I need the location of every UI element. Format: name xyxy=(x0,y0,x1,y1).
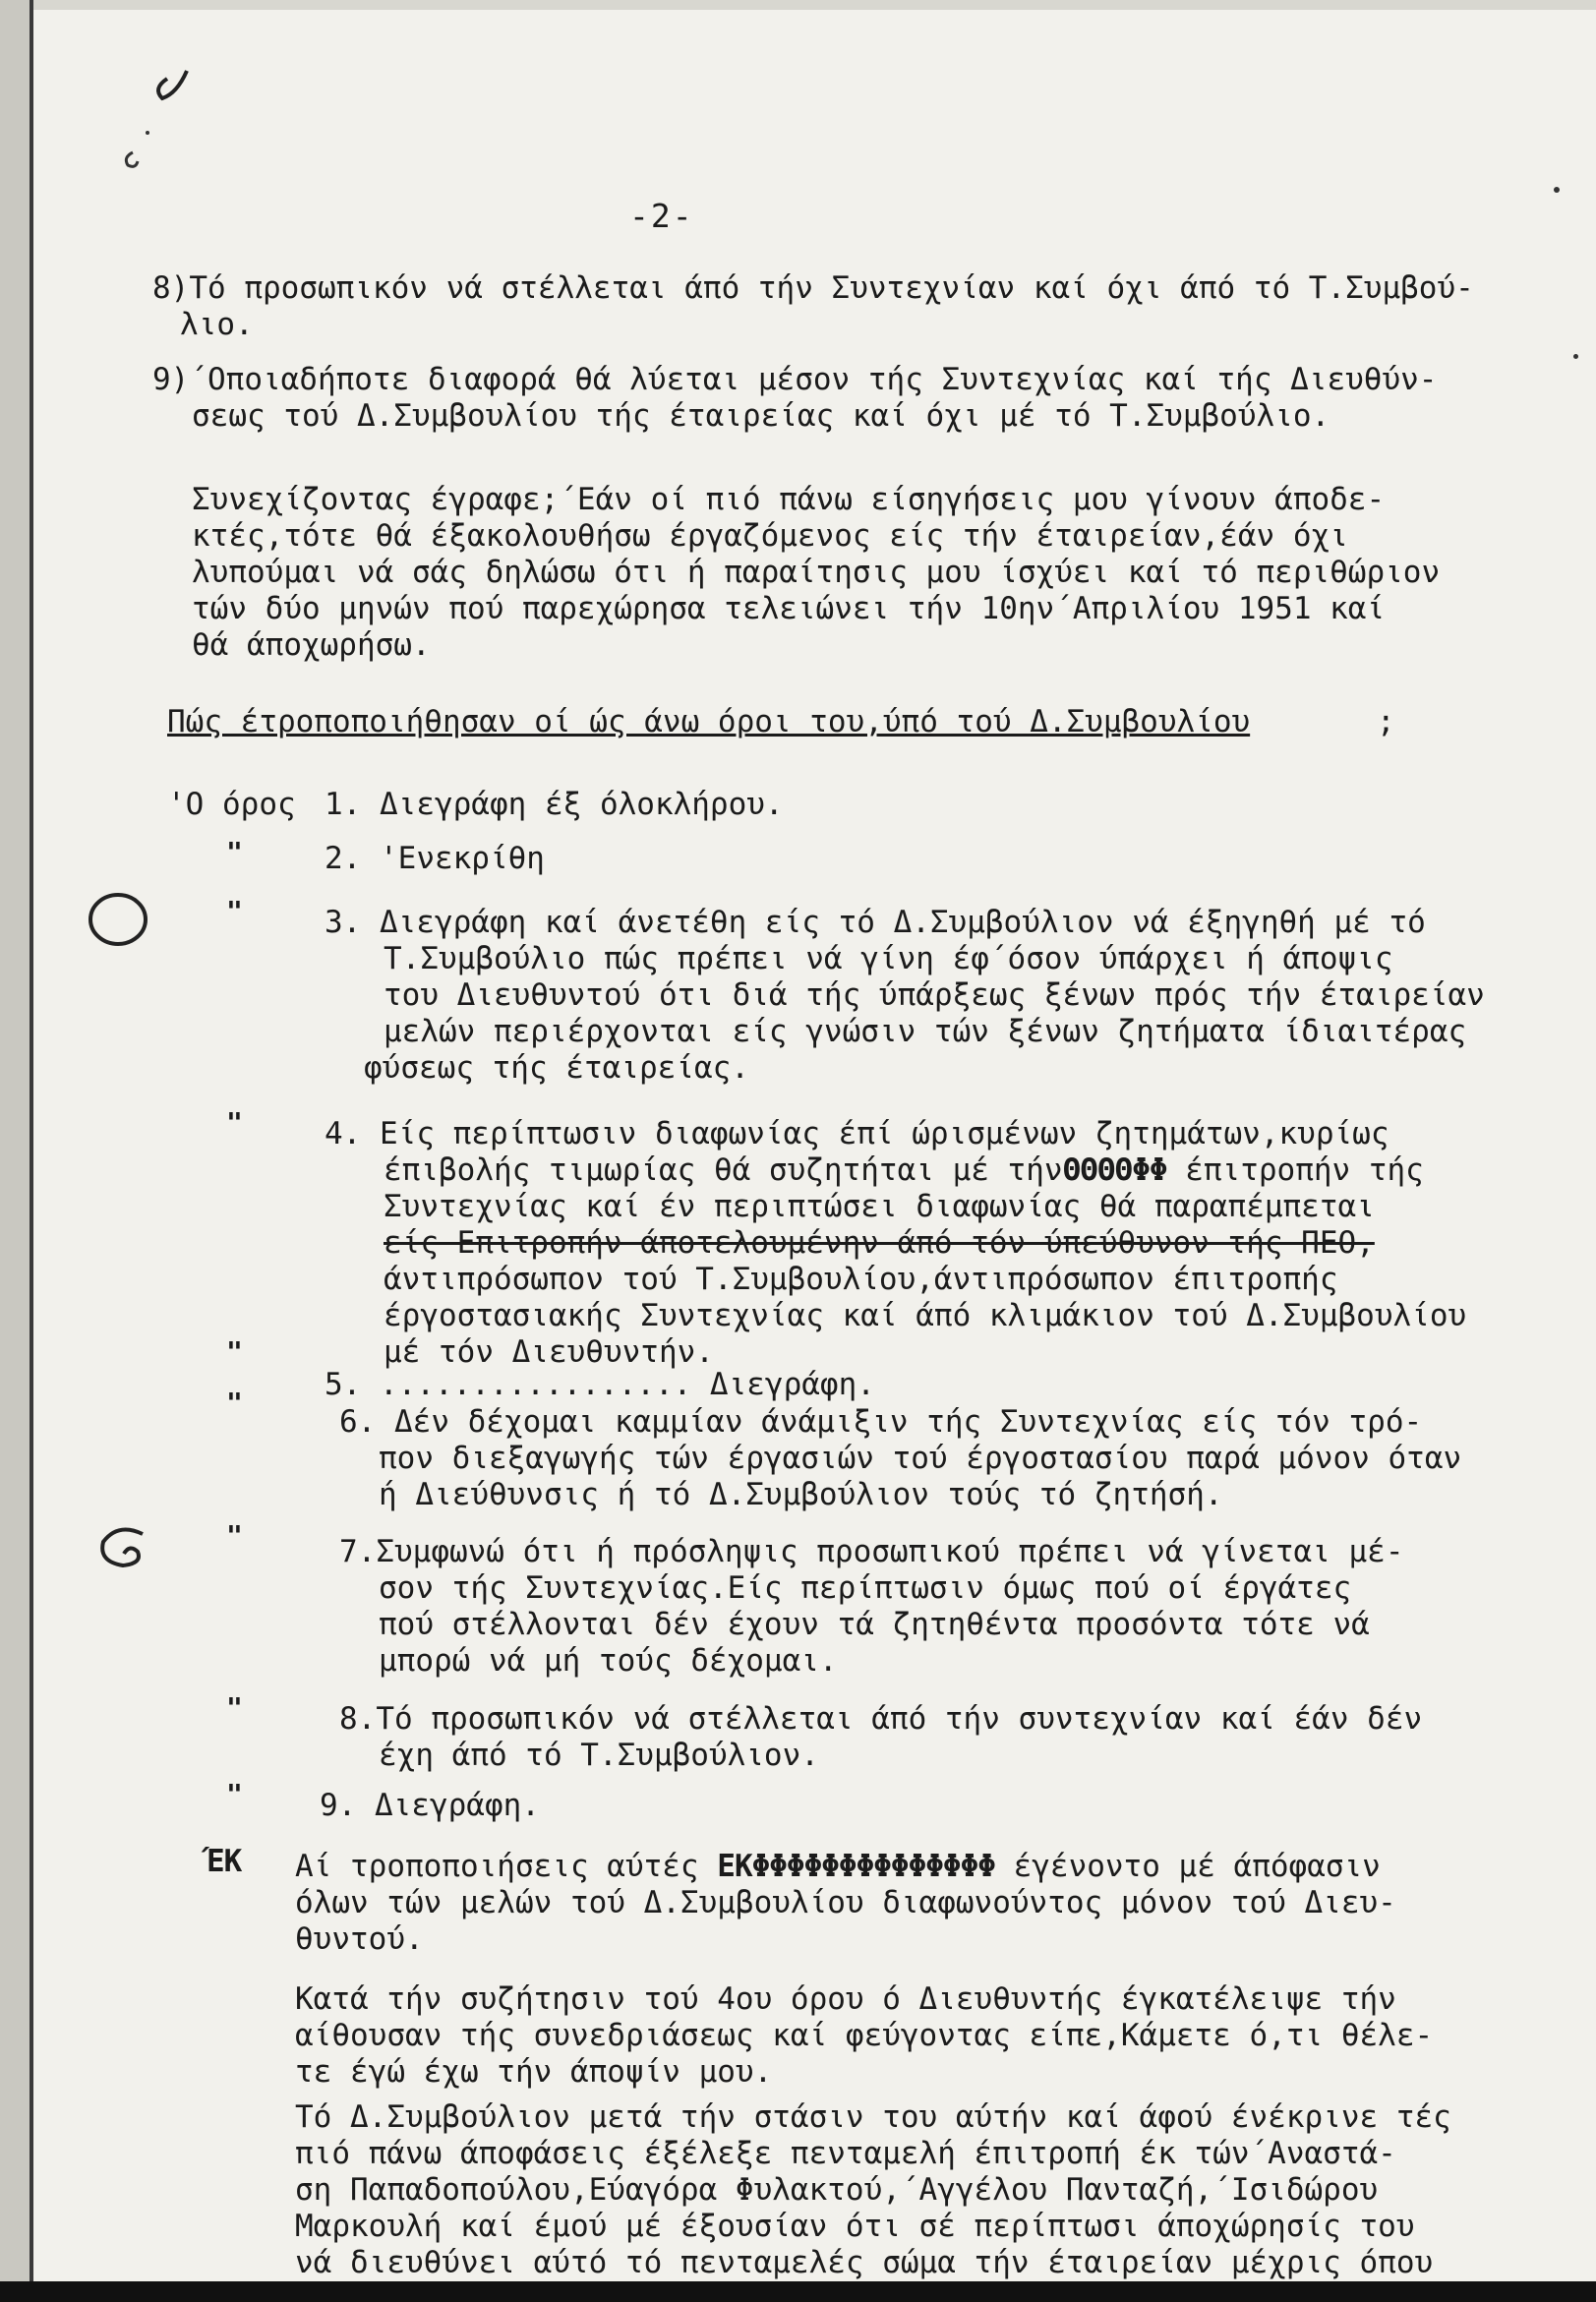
text-line: ση Παπαδοπούλου,Εύαγόρα Φυλακτού,΄Αγγέλου Πανταζή,΄Ισιδώρου xyxy=(295,2172,1379,2208)
scan-speck xyxy=(1554,187,1560,193)
terms-lead: 'Ο όρος xyxy=(167,787,296,822)
text-line: 7.Συμφωνώ ότι ή πρόσληψις προσωπικού πρέπει νά γίνεται μέ- xyxy=(339,1534,1404,1569)
overtyped-blot: ΘΘΘΘΦΦ xyxy=(1062,1152,1167,1188)
paragraph-continuing xyxy=(192,482,1440,664)
margin-blot: ΈΚ xyxy=(207,1844,242,1879)
text-line: λιο. xyxy=(180,307,254,342)
text-line: 9)΄Οποιαδήποτε διαφορά θά λύεται μέσον τής Συντεχνίας καί τής Διευθύν- xyxy=(152,362,1438,397)
paragraph-8 xyxy=(152,270,1474,343)
text-line: Μαρκουλή καί έμού μέ έξουσίαν ότι σέ περίπτωσι άποχώρησίς του xyxy=(295,2209,1415,2244)
text-line: αίθουσαν τής συνεδριάσεως καί φεύγοντας είπε,Κάμετε ό,τι θέλε- xyxy=(295,2018,1434,2053)
text-line: σον τής Συντεχνίας.Είς περίπτωσιν όμως πού οί έργάτες xyxy=(379,1570,1352,1606)
text-line: τών δύο μηνών πού παρεχώρησα τελειώνει τήν 10ην΄Απριλίου 1951 καί xyxy=(192,591,1386,626)
term-8 xyxy=(339,1701,1422,1774)
ditto-mark: " xyxy=(226,836,243,868)
text-line: Τό Δ.Συμβούλιον μετά τήν στάσιν του αύτήν καί άφού ένέκρινε τές xyxy=(295,2099,1451,2135)
paragraph-discussion xyxy=(295,1981,1433,2091)
text-line: κτές,τότε θά έξακολουθήσω έργαζόμενος είς τήν έταιρείαν,έάν όχι xyxy=(192,518,1348,554)
text-line: Τ.Συμβούλιο πώς πρέπει νά γίνη έφ΄όσον ύπάρχει ή άποψις xyxy=(384,941,1393,976)
ditto-mark: " xyxy=(226,1106,243,1139)
section-heading: Πώς έτροποποιήθησαν οί ώς άνω όροι του,ύπό τού Δ.Συμβουλίου xyxy=(167,704,1251,739)
page-number: -2- xyxy=(629,197,694,235)
term-6 xyxy=(339,1404,1461,1513)
term-7 xyxy=(339,1534,1404,1680)
term-5: 5. ................. Διεγράφη. xyxy=(325,1367,875,1402)
text-line: μέ τόν Διευθυντήν. xyxy=(384,1334,714,1370)
scan-top-edge xyxy=(0,0,1596,10)
scan-bottom-edge xyxy=(0,2281,1596,2302)
text-line: τε έγώ έχω τήν άποψίν μου. xyxy=(295,2054,773,2090)
text-line: 6. Δέν δέχομαι καμμίαν άνάμιξιν τής Συντεχνίας είς τόν τρό- xyxy=(339,1404,1423,1440)
ditto-mark: " xyxy=(226,895,243,927)
text-segment: έγένοντο μέ άπόφασιν xyxy=(1013,1849,1381,1884)
text-line: έργοστασιακής Συντεχνίας καί άπό κλιμάκιον τού Δ.Συμβουλίου xyxy=(384,1298,1467,1333)
term-4 xyxy=(325,1116,1466,1371)
ditto-mark: " xyxy=(226,1691,243,1724)
text-line: 4. Είς περίπτωσιν διαφωνίας έπί ώρισμένων ζητημάτων,κυρίως xyxy=(325,1116,1389,1151)
text-segment: έπιτροπήν τής xyxy=(1185,1152,1424,1188)
text-line: λυπούμαι νά σάς δηλώσω ότι ή παραίτησις μου ίσχύει καί τό περιθώριον xyxy=(192,555,1441,590)
handwritten-circle-icon xyxy=(84,885,152,954)
scan-left-margin xyxy=(0,0,30,2302)
text-line: φύσεως τής έταιρείας. xyxy=(364,1050,749,1086)
text-line: ή Διεύθυνσις ή τό Δ.Συμβούλιον τούς τό ζητήσή. xyxy=(379,1477,1223,1512)
text-line: πον διεξαγωγής τών έργασιών τού έργοστασίου παρά μόνον όταν xyxy=(379,1441,1462,1476)
text-line: του Διευθυντού ότι διά τής ύπάρξεως ξένων πρός τήν έταιρείαν xyxy=(384,977,1485,1013)
ditto-mark: " xyxy=(226,1778,243,1810)
struck-text-line: είς Επιτροπήν άποτελουμένην άπό τόν ύπεύθυνον τής ΠΕΟ, xyxy=(384,1225,1375,1261)
handwritten-circle-icon xyxy=(89,1514,167,1583)
text-line: Συντεχνίας καί έν περιπτώσει διαφωνίας θά παραπέμπεται xyxy=(384,1189,1375,1224)
text-line: όλων τών μελών τού Δ.Συμβουλίου διαφωνούντος μόνον τού Διευ- xyxy=(295,1885,1396,1920)
ditto-mark: " xyxy=(226,1519,243,1552)
text-line: 3. Διεγράφη καί άνετέθη είς τό Δ.Συμβούλιον νά έξηγηθή μέ τό xyxy=(325,905,1426,940)
text-line: άντιπρόσωπον τού Τ.Συμβουλίου,άντιπρόσωπον έπιτροπής xyxy=(384,1262,1338,1297)
text-segment: έπιβολής τιμωρίας θά συζητήται μέ τήν xyxy=(384,1152,1063,1188)
paragraph-modifications xyxy=(295,1849,1396,1958)
ditto-mark: " xyxy=(226,1335,243,1368)
text-line: έχη άπό τό Τ.Συμβούλιον. xyxy=(379,1738,819,1773)
text-line: πού στέλλονται δέν έχουν τά ζητηθέντα προσόντα τότε νά xyxy=(379,1607,1370,1642)
text-line: Κατά τήν συζήτησιν τού 4ου όρου ό Διευθυντής έγκατέλειψε τήν xyxy=(295,1981,1396,2017)
text-line: 8)Τό προσωπικόν νά στέλλεται άπό τήν Συντεχνίαν καί όχι άπό τό Τ.Συμβού- xyxy=(152,270,1474,306)
ditto-mark: " xyxy=(226,1387,243,1419)
paragraph-9 xyxy=(152,362,1437,435)
term-2: 2. 'Ενεκρίθη xyxy=(325,841,545,876)
text-line: μελών περιέρχονται είς γνώσιν τών ξένων ζητήματα ίδιαιτέρας xyxy=(384,1014,1467,1049)
scan-speck xyxy=(1573,354,1578,359)
text-line: θυντού. xyxy=(295,1921,424,1957)
text-line: μπορώ νά μή τούς δέχομαι. xyxy=(379,1643,838,1679)
heading-semicolon: ; xyxy=(1377,704,1395,739)
text-line: νά διευθύνει αύτό τό πενταμελές σώμα τήν έταιρείαν μέχρις όπου xyxy=(295,2245,1434,2280)
text-line: σεως τού Δ.Συμβουλίου τής έταιρείας καί όχι μέ τό Τ.Συμβούλιο. xyxy=(192,398,1330,434)
paragraph-board xyxy=(295,2099,1451,2281)
text-line: θά άποχωρήσω. xyxy=(192,627,431,663)
text-line: πιό πάνω άποφάσεις έξέλεξε πενταμελή έπιτροπή έκ τών΄Αναστά- xyxy=(295,2136,1396,2171)
term-1: 1. Διεγράφη έξ όλοκλήρου. xyxy=(325,787,784,822)
text-segment: Αί τροποποιήσεις αύτές xyxy=(295,1849,699,1884)
term-3 xyxy=(325,905,1485,1087)
handwritten-mark-icon xyxy=(118,59,207,177)
overtyped-blot: ΕΚΦΦΦΦΦΦΦΦΦΦΦΦΦΦ xyxy=(717,1849,995,1884)
text-line: Συνεχίζοντας έγραφε;΄Εάν οί πιό πάνω είσηγήσεις μου γίνουν άποδε- xyxy=(192,482,1386,517)
scan-left-border-line xyxy=(30,0,33,2302)
term-9: 9. Διεγράφη. xyxy=(320,1788,540,1823)
text-line: 8.Τό προσωπικόν νά στέλλεται άπό τήν συντεχνίαν καί έάν δέν xyxy=(339,1701,1423,1737)
